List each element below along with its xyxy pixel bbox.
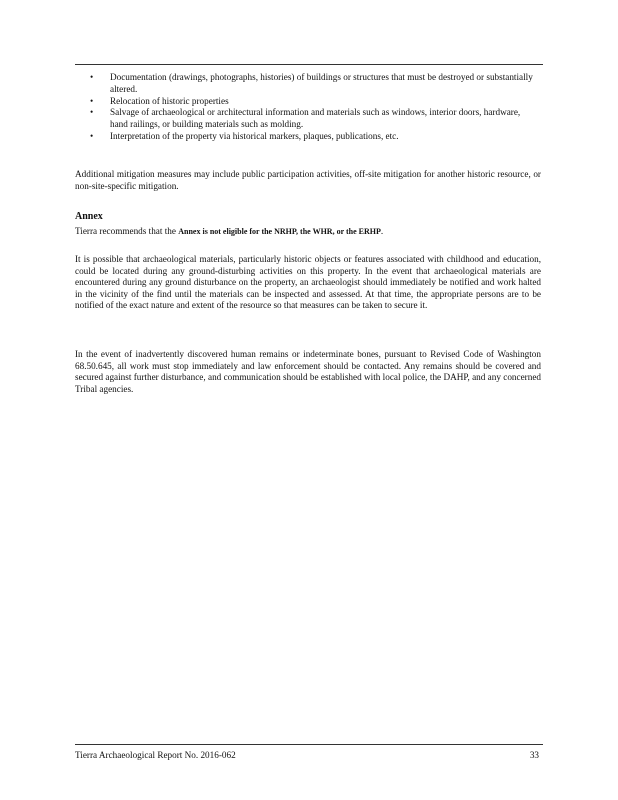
list-item [90, 107, 540, 131]
bullet-icon: • [90, 95, 94, 106]
list-item-text: Documentation (drawings, photographs, histories) of buildings or structures that must be destroyed or substantially altered. [110, 72, 533, 94]
eligibility-term: is not eligible [200, 227, 248, 236]
bullet-icon: • [90, 72, 94, 82]
annex-heading: Annex [75, 211, 103, 222]
header-rule [75, 64, 543, 65]
list-item-text: Interpretation of the property via historical markers, plaques, publications, etc. [110, 130, 399, 141]
period: . [380, 226, 384, 236]
annex-recommendation [75, 226, 541, 238]
list-item-text: Relocation of historic properties [110, 95, 229, 106]
page-number: 33 [529, 750, 539, 760]
bullet-icon: • [90, 130, 94, 141]
erhp-term: ERHP [358, 227, 381, 236]
footer-rule [75, 744, 543, 745]
footer-report-title: Tierra Archaeological Report No. 2016-062 [75, 750, 236, 760]
whr-term: WHR [312, 227, 333, 236]
mitigation-bullet-list [90, 72, 540, 143]
additional-mitigation-paragraph: Additional mitigation measures may include public participation activities, off-site mitigation for another historic resource, or non-site-specific mitigation. [75, 169, 541, 191]
list-item-text: Salvage of archaeological or architectural information and materials such as windows, interior doors, hardware, hand railings, or building materials such as molding. [110, 107, 521, 130]
annex-term: Annex [178, 227, 201, 236]
list-item [90, 72, 540, 96]
bullet-icon: • [90, 107, 94, 118]
list-item [90, 131, 540, 143]
the-text: , the [296, 227, 313, 236]
human-remains-paragraph: In the event of inadvertently discovered human remains or indeterminate bones, pursuant to Revised Code of Washington 68.50.645, all work must stop immediately and law enforcement should be contacted. Any remains should be covered and secured against further disturbance, and communication should be established with local police, the DAHP, and any concerned Tribal agencies. [75, 349, 541, 394]
recommendation-text: Tierra recommends that the [75, 226, 179, 236]
for-the-text: for the [247, 227, 275, 236]
or-the-text: , or the [332, 227, 359, 236]
list-item [90, 96, 540, 108]
archaeological-materials-paragraph: It is possible that archaeological materials, particularly historic objects or features associated with childhood and education, could be located during any ground-disturbing activities on this property. In the event that archaeological materials are encountered during any ground disturbance on the property, an archaeologist should immediately be notified and work halted in the vicinity of the find until the materials can be inspected and assessed. At that time, the appropriate persons are to be notified of the exact nature and extent of the resource so that measures can be taken to secure it. [75, 254, 541, 311]
nrhp-term: NRHP [274, 227, 297, 236]
